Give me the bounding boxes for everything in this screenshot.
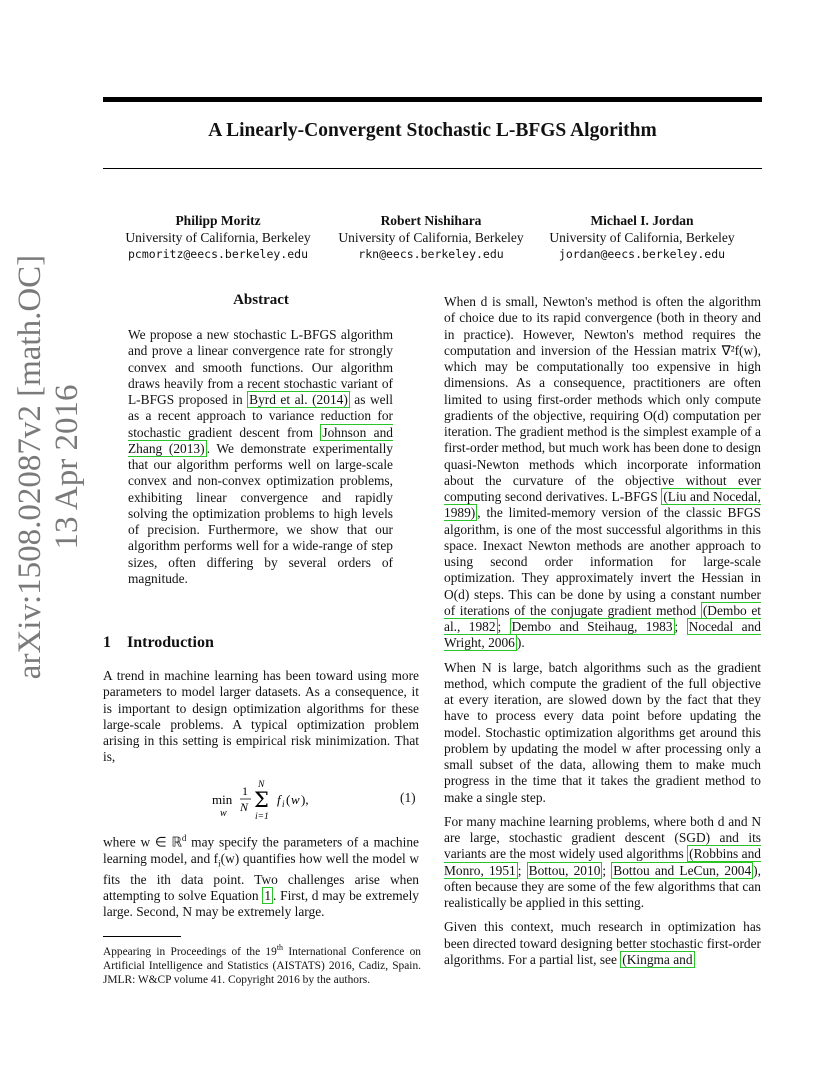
paragraph-text: When d is small, Newton's method is often the algorithm of choice due to its rapid convergence (both in theory and in practice). However, Newton's method requires the computation and inversion of the Hessian matrix ∇²f(w), which may be computationally too expensive in high dimensions. As a consequence, practitioners are often limited to using first-order methods which only compute gradients of the objective, requiring O(d) computation per iteration. The gradient method is the simplest example of a first-order method, but much work has been done to design quasi-Newton methods which incorporate information about the curvature of the objective without ever computing second derivatives. L-BFGS <box>444 294 761 504</box>
citation-link[interactable]: (Dembo et al., 1982 <box>444 602 761 634</box>
paragraph-text: , the limited-memory version of the classic BFGS algorithm, is one of the most successful algorithms in this space. Inexact Newton methods are another approach to using second order information for large-scale optimization. They approximately invert the Hessian in O(d) steps. This can be done by using a constant number of iterations of the conjugate gradient method <box>444 505 761 618</box>
equation-number: (1) <box>400 790 416 805</box>
abstract-text: We propose a new stochastic L-BFGS algorithm and prove a linear convergence rate for strongly convex and smooth functions. Our algorithm draws heavily from a recent stochastic variant of L-BFGS proposed in <box>128 327 393 407</box>
paper-title: A Linearly-Convergent Stochastic L-BFGS Algorithm <box>208 120 657 141</box>
svg-text:i=1: i=1 <box>255 812 269 820</box>
right-column <box>444 294 761 968</box>
svg-text:min: min <box>212 792 233 807</box>
svg-text:N: N <box>258 780 265 790</box>
abstract-text: as well as a recent approach to variance reduction for stochastic gradient descent from <box>128 392 394 440</box>
footnote-text: International Conference on Artificial Intelligence and Statistics (AISTATS) 2016, Cadiz, Spain. JMLR: W&CP volume 41. Copyright 2016 by the authors. <box>103 945 421 986</box>
separator: ; <box>602 862 612 878</box>
author-affiliation: University of California, Berkeley <box>549 230 735 245</box>
author-3 <box>542 212 742 263</box>
arxiv-sidebar: arXiv:1508.02087v2 [math.OC] 13 Apr 2016 <box>12 254 85 680</box>
paragraph-text: where w ∈ ℝ <box>103 834 182 850</box>
abstract-body <box>128 327 393 587</box>
paragraph-text: Given this context, much research in optimization has been directed toward designing better stochastic first-order algorithms. For a partial list, see <box>444 919 761 967</box>
citation-link[interactable]: Dembo and Steihaug, 1983 <box>511 619 673 634</box>
paragraph-text: . First, d may be extremely large. Second, N may be extremely large. <box>103 887 419 920</box>
paragraph-text: ), often because they are some of the few algorithms that can realistically be applied in this setting. <box>444 862 761 910</box>
right-paragraph-3 <box>444 814 761 912</box>
right-paragraph-1 <box>444 294 761 652</box>
author-affiliation: University of California, Berkeley <box>338 230 524 245</box>
intro-paragraph-1 <box>103 668 419 766</box>
paragraph-text: may specify the parameters of a machine learning model, and f <box>103 834 419 866</box>
right-paragraph-4 <box>444 919 761 968</box>
svg-text:),: ), <box>301 792 309 807</box>
svg-text:(: ( <box>286 792 291 807</box>
separator: ; <box>517 862 527 878</box>
superscript: th <box>276 943 284 952</box>
citation-link[interactable]: Byrd et al. (2014) <box>249 392 348 407</box>
right-paragraph-2: When N is large, batch algorithms such as the gradient method, which compute the gradient of the full objective at every iteration, are slowed down by the fact that they have to process every data point before updating the model. Stochastic optimization algorithms get around this problem by updating the model w after processing only a small subset of the data, allowing them to make much progress in the time that it takes the gradient method to make a single step. <box>444 659 761 805</box>
svg-text:N: N <box>240 800 249 814</box>
author-name: Philipp Moritz <box>175 213 261 228</box>
footnote-text: Appearing in Proceedings of the 19 <box>103 945 277 958</box>
citation-link[interactable]: (Robbins and Monro, 1951 <box>444 846 761 878</box>
footnote-rule <box>103 936 181 937</box>
subscript: i <box>218 858 221 869</box>
footnote <box>103 941 421 987</box>
svg-text:i: i <box>282 799 285 809</box>
separator: ). <box>516 635 525 651</box>
author-name: Robert Nishihara <box>380 213 482 228</box>
paragraph-text: (w) quantifies how well the model w fits the ith data point. Two challenges arise when attempting to solve Equation <box>103 850 420 903</box>
svg-text:w: w <box>291 792 300 807</box>
intro-paragraph-2 <box>103 830 419 920</box>
separator: ; <box>497 619 510 634</box>
citation-link[interactable]: Bottou, 2010 <box>528 862 601 878</box>
section-heading-introduction: 1 Introduction <box>103 634 214 651</box>
citation-link[interactable]: Nocedal and Wright, 2006 <box>444 619 761 651</box>
svg-text:w: w <box>220 808 227 819</box>
top-thick-rule <box>103 97 762 102</box>
superscript: d <box>181 833 187 843</box>
separator: ; <box>674 619 687 634</box>
paragraph-text: For many machine learning problems, where both d and N are large, stochastic gradient descent (SGD) and its variants are the most widely used algorithms <box>444 813 761 862</box>
author-1 <box>118 212 318 263</box>
abstract-heading: Abstract <box>233 292 289 308</box>
equation-link[interactable]: 1 <box>264 887 272 903</box>
author-affiliation: University of California, Berkeley <box>125 230 311 245</box>
citation-link[interactable]: Johnson and Zhang (2013) <box>128 424 393 456</box>
author-2 <box>331 212 531 263</box>
citation-link[interactable]: (Liu and Nocedal, 1989) <box>444 489 761 521</box>
svg-text:f: f <box>277 792 281 807</box>
svg-text:1: 1 <box>242 784 248 798</box>
citation-link[interactable]: Bottou and LeCun, 2004 <box>613 862 752 878</box>
title-bottom-rule <box>103 168 762 169</box>
svg-text:Σ: Σ <box>254 788 269 812</box>
author-name: Michael I. Jordan <box>590 213 694 228</box>
author-email: rkn@eecs.berkeley.edu <box>358 247 504 261</box>
equation-1 <box>210 778 320 820</box>
citation-link[interactable]: (Kingma and <box>622 951 693 967</box>
author-email: pcmoritz@eecs.berkeley.edu <box>127 247 308 261</box>
abstract-text: . We demonstrate experimentally that our algorithm performs well on large-scale convex and non-convex optimization problems, exhibiting linear convergence and rapidly solving the optimization problems to high levels of precision. Furthermore, we show that our algorithm performs well for a wide-range of step sizes, often differing by several orders of magnitude. <box>128 440 393 586</box>
paragraph-text: A trend in machine learning has been toward using more parameters to model larger datasets. As a consequence, it is important to design optimization algorithms for these large-scale problems. A typical optimization problem arising in this setting is empirical risk minimization. That is, <box>103 668 419 765</box>
author-email: jordan@eecs.berkeley.edu <box>558 247 726 261</box>
